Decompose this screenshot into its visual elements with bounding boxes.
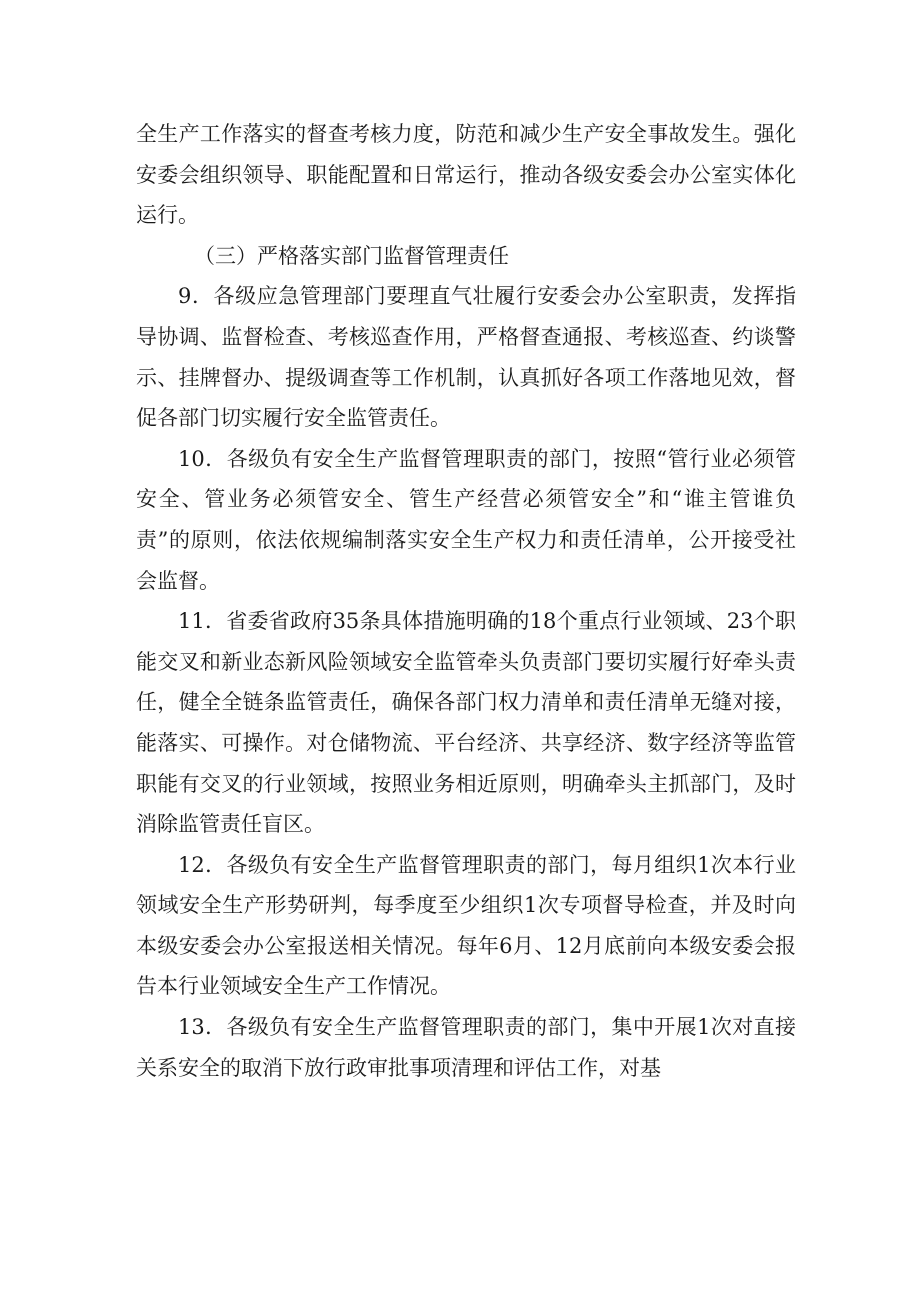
paragraph-item-13: 13．各级负有安全生产监督管理职责的部门，集中开展1次对直接关系安全的取消下放行政审批事项清理和评估工作，对基 — [136, 1015, 796, 1080]
paragraph-item-12: 12．各级负有安全生产监督管理职责的部门，每月组织1次本行业领域安全生产形势研判，每季度至少组织1次专项督导检查，并及时向本级安委会办公室报送相关情况。每年6月、12月底前向本级安委会报告本行业领域安全生产工作情况。 — [136, 852, 796, 999]
paragraph-item-11: 11．省委省政府35条具体措施明确的18个重点行业领域、23个职能交叉和新业态新风险领域安全监管牵头负责部门要切实履行好牵头责任，健全全链条监管责任，确保各部门权力清单和责任清单无缝对接，能落实、可操作。对仓储物流、平台经济、共享经济、数字经济等监管职能有交叉的行业领域，按照业务相近原则，明确牵头主抓部门，及时消除监管责任盲区。 — [136, 609, 796, 837]
paragraph-item-10: 10．各级负有安全生产监督管理职责的部门，按照“管行业必须管安全、管业务必须管安全、管生产经营必须管安全”和“谁主管谁负责”的原则，依法依规编制落实安全生产权力和责任清单，公开接受社会监督。 — [136, 446, 796, 593]
paragraph-item-9: 9．各级应急管理部门要理直气壮履行安委会办公室职责，发挥指导协调、监督检查、考核巡查作用，严格督查通报、考核巡查、约谈警示、挂牌督办、提级调查等工作机制，认真抓好各项工作落地见效，督促各部门切实履行安全监管责任。 — [136, 284, 796, 431]
paragraph-continuation: 全生产工作落实的督查考核力度，防范和减少生产安全事故发生。强化安委会组织领导、职能配置和日常运行，推动各级安委会办公室实体化运行。 — [136, 122, 796, 228]
document-body — [136, 114, 796, 1088]
section-heading: （三）严格落实部门监督管理责任 — [194, 243, 509, 268]
